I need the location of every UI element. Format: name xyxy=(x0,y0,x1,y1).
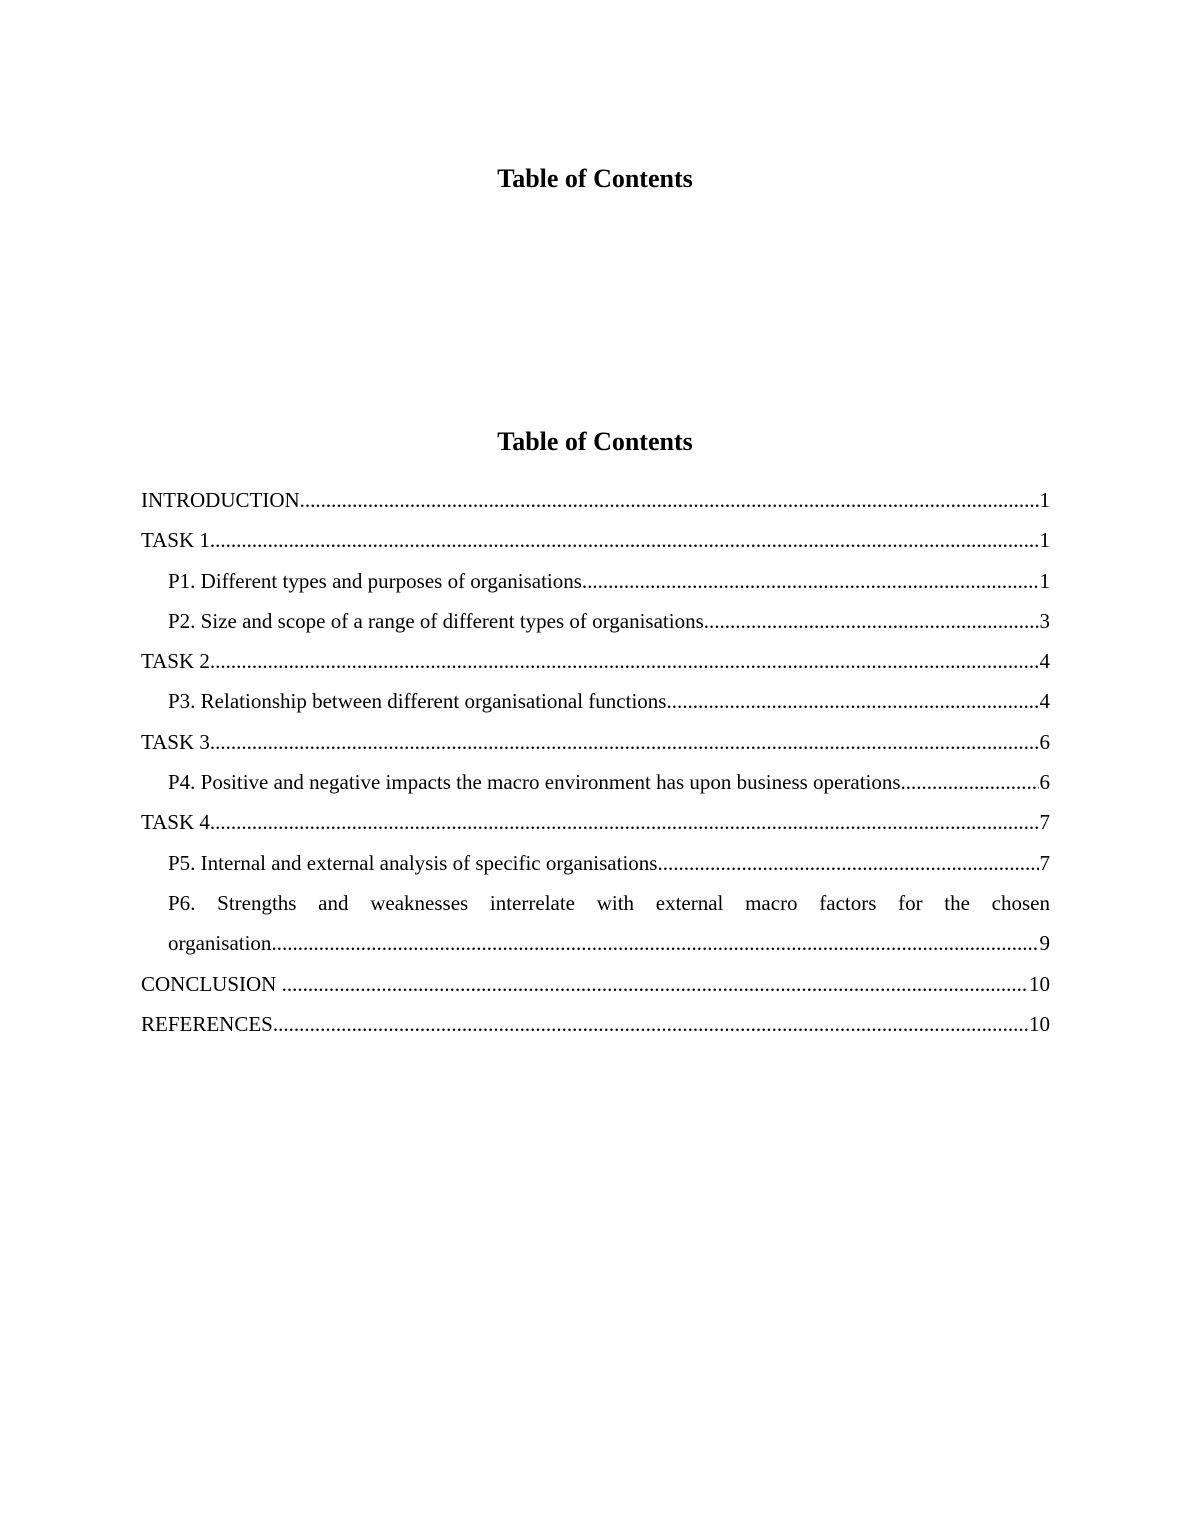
toc-entry-title: P1. Different types and purposes of organisations xyxy=(168,568,582,593)
toc-entry-references[interactable] xyxy=(141,1004,1050,1044)
toc-entry-page: 10 xyxy=(1028,1004,1050,1044)
toc-entry-task-2[interactable] xyxy=(141,641,1050,681)
toc-entry-title: TASK 2 xyxy=(141,649,210,674)
toc-entry-title-line-2: organisation xyxy=(168,931,272,956)
toc-entry-page: 1 xyxy=(1039,561,1051,601)
toc-entry-page: 7 xyxy=(1039,802,1051,842)
toc-entry-page: 3 xyxy=(1039,601,1051,641)
toc-entry-conclusion[interactable] xyxy=(141,964,1050,1004)
toc-entry-p5[interactable] xyxy=(168,843,1050,883)
toc-heading: Table of Contents xyxy=(497,427,693,456)
toc-entry-task-4[interactable] xyxy=(141,802,1050,842)
toc-entry-p2[interactable] xyxy=(168,601,1050,641)
toc-entry-page: 4 xyxy=(1039,681,1051,721)
page-title: Table of Contents xyxy=(497,164,693,193)
table-of-contents xyxy=(141,480,1050,1044)
toc-entry-page: 7 xyxy=(1039,843,1051,883)
toc-entry-title: TASK 4 xyxy=(141,810,210,835)
toc-entry-title: TASK 1 xyxy=(141,528,210,553)
toc-entry-p1[interactable] xyxy=(168,561,1050,601)
toc-entry-title: TASK 3 xyxy=(141,729,210,754)
toc-entry-title: INTRODUCTION xyxy=(141,488,300,512)
toc-entry-title-line-1: P6. Strengths and weaknesses interrelate with external macro factors for the chosen xyxy=(168,890,1050,915)
toc-entry-task-1[interactable] xyxy=(141,520,1050,560)
toc-entry-task-3[interactable] xyxy=(141,722,1050,762)
toc-entry-title: P4. Positive and negative impacts the macro environment has upon business operations xyxy=(168,770,901,795)
toc-entry-page: 10 xyxy=(1028,964,1050,1004)
toc-entry-page: 9 xyxy=(1039,923,1051,963)
toc-entry-page: 1 xyxy=(1039,520,1051,560)
toc-entry-page: 6 xyxy=(1039,762,1051,802)
toc-entry-title: CONCLUSION xyxy=(141,971,282,996)
toc-entry-introduction[interactable] xyxy=(141,480,1050,520)
toc-entry-page: 4 xyxy=(1039,641,1051,681)
toc-entry-title: REFERENCES xyxy=(141,1011,273,1036)
toc-entry-title: P5. Internal and external analysis of specific organisations xyxy=(168,850,658,875)
toc-entry-p4[interactable] xyxy=(168,762,1050,802)
toc-entry-page: 1 xyxy=(1039,480,1051,520)
toc-entry-title: P3. Relationship between different organisational functions xyxy=(168,689,667,714)
toc-entry-p6[interactable] xyxy=(168,883,1050,964)
toc-entry-title: P2. Size and scope of a range of different types of organisations xyxy=(168,608,704,633)
toc-entry-p3[interactable] xyxy=(168,681,1050,721)
toc-entry-page: 6 xyxy=(1039,722,1051,762)
